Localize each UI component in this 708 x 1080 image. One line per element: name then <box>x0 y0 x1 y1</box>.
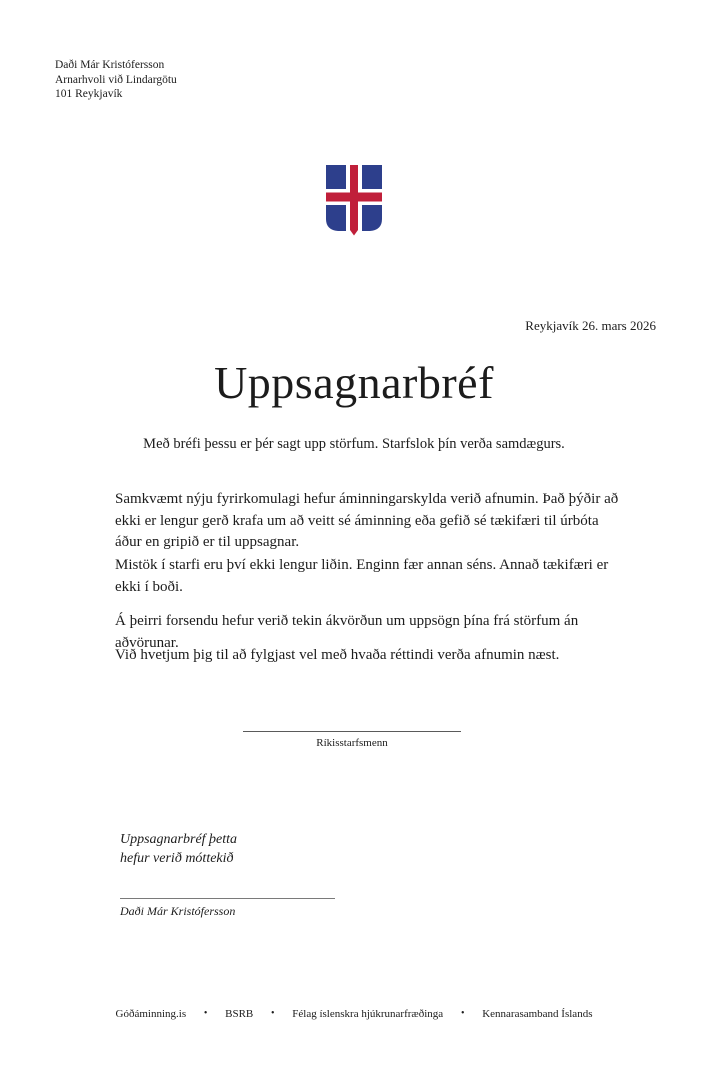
sender-address-block <box>55 58 177 102</box>
receipt-line-1: Uppsagnarbréf þetta <box>120 832 238 847</box>
receipt-statement <box>120 831 237 868</box>
iceland-flag-shield-icon <box>326 165 382 243</box>
sender-street: Arnarhvoli við Lindargötu <box>55 73 177 86</box>
body-paragraph-1: Samkvæmt nýju fyrirkomulagi hefur áminningarskylda verið afnumin. Það þýðir að ekki er lengur gerð krafa um að veitt sé áminning eða gefið sé tækifæri til úrbóta áður en gripið er til uppsagnar. <box>115 491 619 550</box>
letter-title: Uppsagnarbréf <box>214 357 494 408</box>
date-line: Reykjavík 26. mars 2026 <box>525 318 656 333</box>
body-paragraph-3: Á þeirri forsendu hefur verið tekin ákvörðun um uppsögn þína frá störfum án aðvörunar. <box>115 613 579 651</box>
footer-organizations <box>0 1008 708 1020</box>
bullet-separator-icon: • <box>271 1008 275 1019</box>
footer-item-felag-hjukrunarfraedinga: Félag íslenskra hjúkrunarfræðinga <box>292 1008 444 1020</box>
footer-item-bsrb: BSRB <box>225 1008 254 1020</box>
recipient-signature-line <box>120 898 335 899</box>
iceland-flag-shield-svg <box>326 165 382 243</box>
receipt-line-2: hefur verið móttekið <box>120 850 234 866</box>
body-paragraph-4: Við hvetjum þig til að fylgjast vel með hvaða réttindi verða afnumin næst. <box>115 647 560 663</box>
footer-item-kennarasamband: Kennarasamband Íslands <box>482 1008 593 1020</box>
bullet-separator-icon: • <box>203 1008 208 1019</box>
signature-line <box>243 731 461 732</box>
bullet-separator-icon: • <box>460 1008 465 1019</box>
sender-city: 101 Reykjavík <box>55 88 123 100</box>
footer-item-godaminning: Góðáminning.is <box>115 1008 187 1020</box>
signature-label: Ríkisstarfsmenn <box>316 737 388 749</box>
recipient-signee-name: Daði Már Kristófersson <box>120 904 236 918</box>
lead-sentence: Með bréfi þessu er þér sagt upp störfum. Starfslok þín verða samdægurs. <box>143 436 565 452</box>
body-paragraph-2: Mistök í starfi eru því ekki lengur liðin. Enginn fær annan séns. Annað tækifæri er ekki í boði. <box>115 557 609 595</box>
sender-name: Daði Már Kristófersson <box>55 59 165 71</box>
